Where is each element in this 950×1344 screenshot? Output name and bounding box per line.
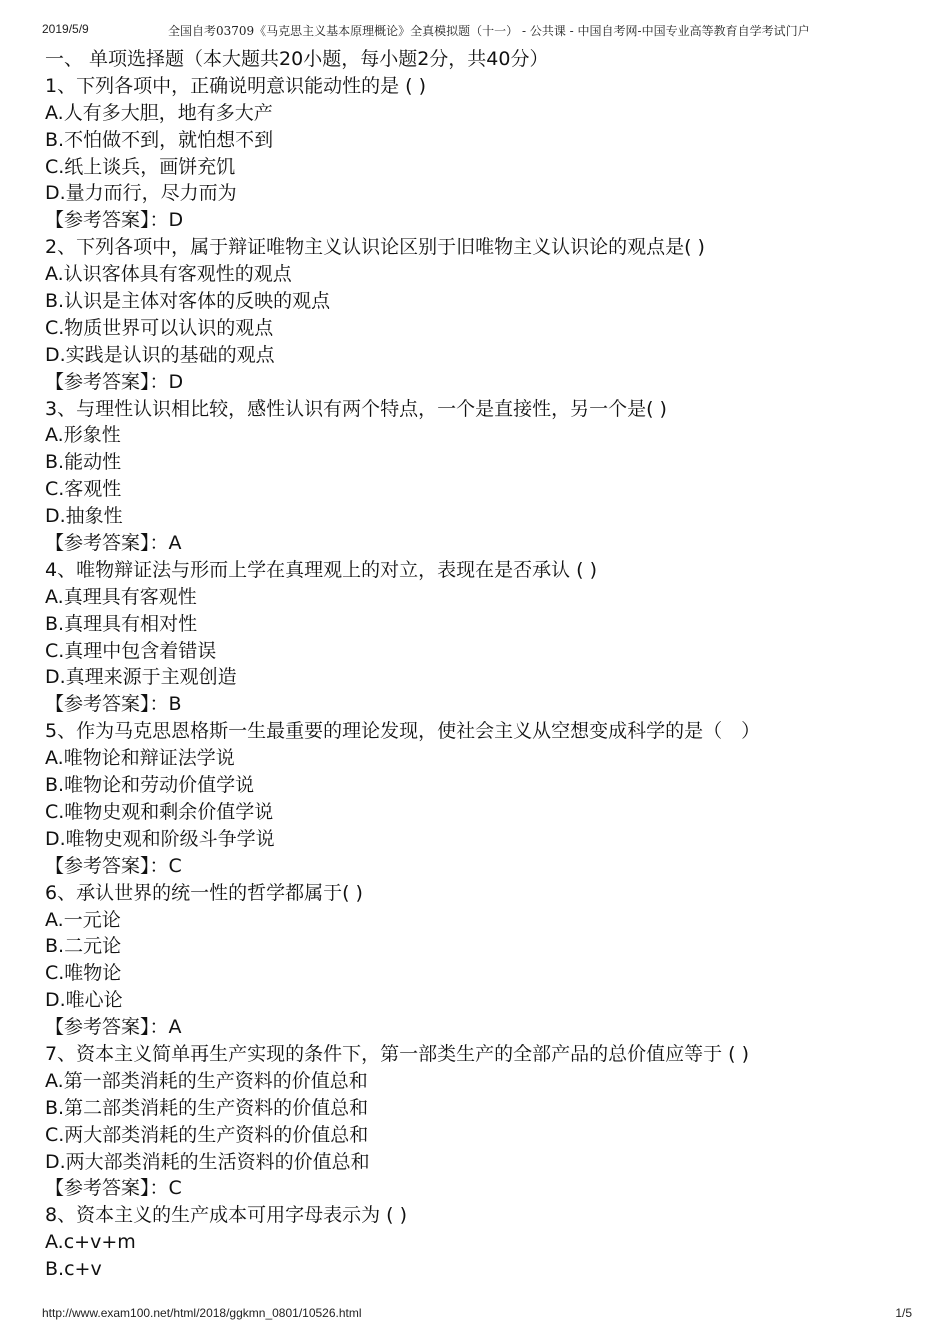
reference-answer: 【参考答案】：D bbox=[45, 370, 184, 393]
question-block bbox=[45, 880, 925, 1041]
question-block bbox=[45, 557, 925, 718]
answer-option: B.真理具有相对性 bbox=[45, 612, 198, 635]
answer-option: B.不怕做不到，就怕想不到 bbox=[45, 128, 274, 151]
answer-option: C.真理中包含着错误 bbox=[45, 639, 217, 662]
question-list bbox=[45, 73, 925, 1283]
question-stem: 8、资本主义的生产成本可用字母表示为 ( ) bbox=[45, 1204, 407, 1227]
document-body bbox=[45, 46, 925, 1283]
answer-option: D.唯心论 bbox=[45, 989, 123, 1012]
answer-option: C.纸上谈兵，画饼充饥 bbox=[45, 155, 236, 178]
answer-option: A.形象性 bbox=[45, 424, 121, 447]
page-title: 全国自考03709《马克思主义基本原理概论》全真模拟题（十一） - 公共课 - 中国自考网-中国专业高等教育自学考试门户 bbox=[168, 24, 810, 38]
answer-option: A.一元论 bbox=[45, 908, 121, 931]
answer-option: C.客观性 bbox=[45, 478, 122, 501]
section-title: 一、 单项选择题（本大题共20小题，每小题2分，共40分） bbox=[45, 48, 549, 70]
answer-option: A.唯物论和辩证法学说 bbox=[45, 747, 235, 770]
question-block bbox=[45, 73, 925, 234]
answer-option: A.人有多大胆，地有多大产 bbox=[45, 101, 273, 124]
answer-option: D.两大部类消耗的生活资料的价值总和 bbox=[45, 1150, 370, 1173]
question-block bbox=[45, 396, 925, 557]
reference-answer: 【参考答案】：A bbox=[45, 532, 182, 555]
answer-option: D.量力而行，尽力而为 bbox=[45, 182, 237, 205]
answer-option: C.唯物论 bbox=[45, 962, 122, 985]
question-stem: 5、作为马克思恩格斯一生最重要的理论发现，使社会主义从空想变成科学的是（ ） bbox=[45, 720, 761, 743]
question-stem: 6、承认世界的统一性的哲学都属于( ) bbox=[45, 881, 363, 904]
answer-option: C.两大部类消耗的生产资料的价值总和 bbox=[45, 1123, 369, 1146]
answer-option: D.唯物史观和阶级斗争学说 bbox=[45, 827, 275, 850]
question-stem: 3、与理性认识相比较，感性认识有两个特点，一个是直接性，另一个是( ) bbox=[45, 397, 667, 420]
footer-url-link[interactable]: http://www.exam100.net/html/2018/ggkmn_0801/10526.html bbox=[42, 1306, 362, 1320]
question-block bbox=[45, 1041, 925, 1202]
answer-option: B.第二部类消耗的生产资料的价值总和 bbox=[45, 1096, 369, 1119]
question-block bbox=[45, 234, 925, 395]
question-block bbox=[45, 1202, 925, 1283]
reference-answer: 【参考答案】：D bbox=[45, 209, 184, 232]
question-stem: 1、下列各项中，正确说明意识能动性的是 ( ) bbox=[45, 74, 426, 97]
question-stem: 4、唯物辩证法与形而上学在真理观上的对立，表现在是否承认 ( ) bbox=[45, 558, 597, 581]
reference-answer: 【参考答案】：B bbox=[45, 693, 182, 716]
answer-option: B.能动性 bbox=[45, 451, 122, 474]
reference-answer: 【参考答案】：C bbox=[45, 1177, 182, 1200]
question-block bbox=[45, 718, 925, 879]
answer-option: D.抽象性 bbox=[45, 505, 123, 528]
answer-option: B.二元论 bbox=[45, 935, 122, 958]
question-stem: 2、下列各项中，属于辩证唯物主义认识论区别于旧唯物主义认识论的观点是( ) bbox=[45, 236, 705, 259]
answer-option: B.唯物论和劳动价值学说 bbox=[45, 774, 255, 797]
answer-option: B.认识是主体对客体的反映的观点 bbox=[45, 290, 331, 313]
reference-answer: 【参考答案】：A bbox=[45, 1016, 182, 1039]
answer-option: C.物质世界可以认识的观点 bbox=[45, 316, 274, 339]
answer-option: A.真理具有客观性 bbox=[45, 585, 197, 608]
answer-option: C.唯物史观和剩余价值学说 bbox=[45, 800, 274, 823]
print-date: 2019/5/9 bbox=[42, 22, 89, 36]
question-stem: 7、资本主义简单再生产实现的条件下，第一部类生产的全部产品的总价值应等于 ( ) bbox=[45, 1042, 749, 1065]
answer-option: D.实践是认识的基础的观点 bbox=[45, 343, 275, 366]
page-number: 1/5 bbox=[895, 1306, 912, 1320]
answer-option: D.真理来源于主观创造 bbox=[45, 666, 237, 689]
answer-option: B.c+v bbox=[45, 1258, 102, 1281]
answer-option: A.c+v+m bbox=[45, 1231, 136, 1254]
reference-answer: 【参考答案】：C bbox=[45, 854, 182, 877]
answer-option: A.第一部类消耗的生产资料的价值总和 bbox=[45, 1069, 368, 1092]
answer-option: A.认识客体具有客观性的观点 bbox=[45, 263, 292, 286]
